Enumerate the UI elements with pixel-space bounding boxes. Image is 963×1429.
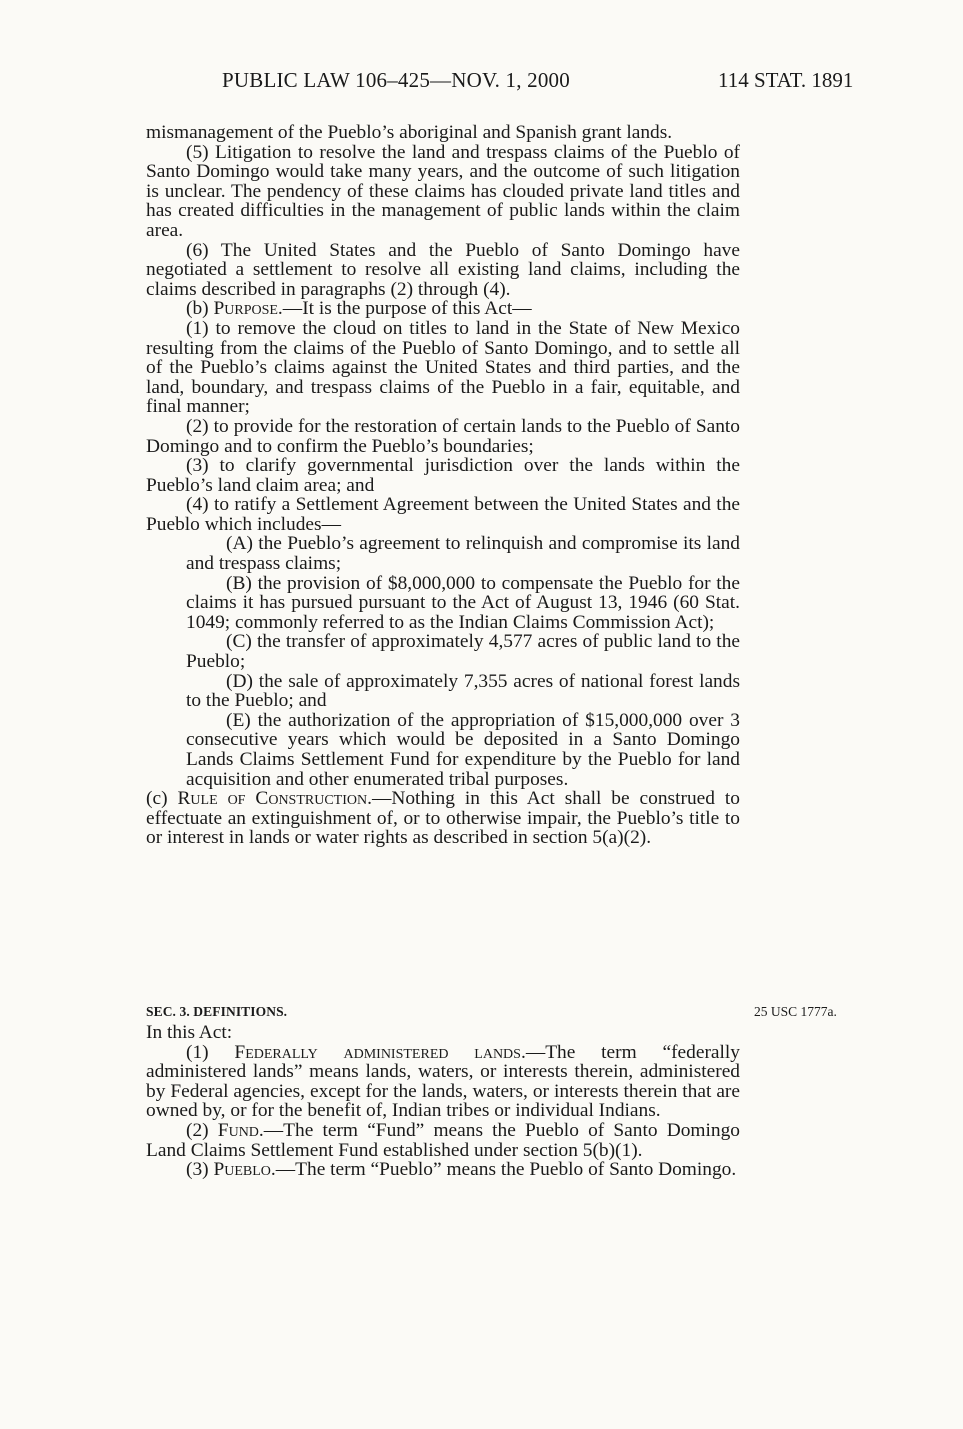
statute-page-number: 114 STAT. 1891	[718, 68, 854, 92]
section-intro: In this Act:	[146, 1022, 233, 1043]
purpose-1: (1) to remove the cloud on titles to land in the State of New Mexico resulting from the claims of the Pueblo of Santo Domingo, and to settle all of the Pueblo’s claims against the United States and third parties, and the land, boundary, and trespass claims of the Pueblo in a fair, equitable, and final manner;	[146, 317, 740, 418]
definition-1	[146, 1043, 740, 1121]
subsection-prefix: (b)	[186, 298, 214, 320]
definition-prefix: (1)	[186, 1041, 235, 1063]
purpose-4: (4) to ratify a Settlement Agreement between the United States and the Pueblo which includes—	[146, 494, 740, 535]
definition-text: —The term “Pueblo” means the Pueblo of Santo Domingo.	[275, 1159, 737, 1181]
section-heading-row	[146, 1001, 740, 1023]
definition-text: —The term “Fund” means the Pueblo of Santo Domingo Land Claims Settlement Fund established under section 5(b)(1).	[146, 1119, 740, 1161]
definition-caption: Federally administered lands.	[234, 1041, 526, 1063]
definition-caption: Pueblo.	[213, 1159, 276, 1181]
purpose-4-B: (B) the provision of $8,000,000 to compensate the Pueblo for the claims it has pursued pursuant to the Act of August 13, 1946 (60 Stat. 1049; commonly referred to as the Indian Claims Commission Act);	[186, 572, 740, 633]
subsection-caption: Rule of Construction.	[177, 788, 372, 810]
purpose-2: (2) to provide for the restoration of certain lands to the Pueblo of Santo Domingo and to confirm the Pueblo’s boundaries;	[146, 415, 740, 457]
definition-prefix: (3)	[186, 1159, 214, 1181]
subsection-caption: Purpose.	[213, 298, 283, 320]
purpose-4-D: (D) the sale of approximately 7,355 acres of national forest lands to the Pueblo; and	[186, 670, 740, 712]
finding-6: (6) The United States and the Pueblo of Santo Domingo have negotiated a settlement to resolve all existing land claims, including the claims described in paragraphs (2) through (4).	[146, 239, 740, 300]
section-3	[146, 1001, 740, 1180]
finding-5: (5) Litigation to resolve the land and trespass claims of the Pueblo of Santo Domingo would take many years, and the outcome of such litigation is unclear. The pendency of these claims has clouded private land titles and has created difficulties in the management of public lands within the claim area.	[146, 141, 740, 241]
definition-2	[146, 1121, 740, 1160]
subsection-text: —Nothing in this Act shall be construed to effectuate an extinguishment of, or to otherwise impair, the Pueblo’s title to or interest in lands or water rights as described in section 5(a)(2).	[146, 788, 740, 849]
purpose-4-C: (C) the transfer of approximately 4,577 acres of public land to the Pueblo;	[186, 631, 740, 673]
subsection-prefix: (c)	[146, 788, 178, 810]
section-heading: SEC. 3. DEFINITIONS.	[146, 1004, 288, 1019]
subsection-c-rule	[146, 789, 740, 848]
definition-text: —The term “federally administered lands” means lands, waters, or interests therein, administered by Federal agencies, except for the lands, waters, or interests therein that are owned by, or for the benefit of, Indian tribes or individual Indians.	[146, 1041, 740, 1122]
definition-prefix: (2)	[186, 1119, 218, 1141]
definition-caption: Fund.	[217, 1119, 264, 1141]
paragraph-continuation: mismanagement of the Pueblo’s aboriginal and Spanish grant lands.	[146, 122, 673, 143]
purpose-4-A: (A) the Pueblo’s agreement to relinquish and compromise its land and trespass claims;	[186, 533, 740, 575]
definition-3	[146, 1160, 740, 1180]
purpose-4-E: (E) the authorization of the appropriation of $15,000,000 over 3 consecutive years which would be deposited in a Santo Domingo Lands Claims Settlement Fund for expenditure by the Pueblo for land acquisition and other enumerated tribal purposes.	[186, 709, 740, 790]
running-head: PUBLIC LAW 106–425—NOV. 1, 2000	[222, 68, 570, 92]
subsection-text: —It is the purpose of this Act—	[282, 298, 532, 320]
subsection-b-purpose	[146, 299, 740, 319]
usc-margin-note: 25 USC 1777a.	[754, 1004, 837, 1019]
section-2-text	[146, 123, 740, 848]
purpose-3: (3) to clarify governmental jurisdiction over the lands within the Pueblo’s land claim area; and	[146, 455, 740, 496]
